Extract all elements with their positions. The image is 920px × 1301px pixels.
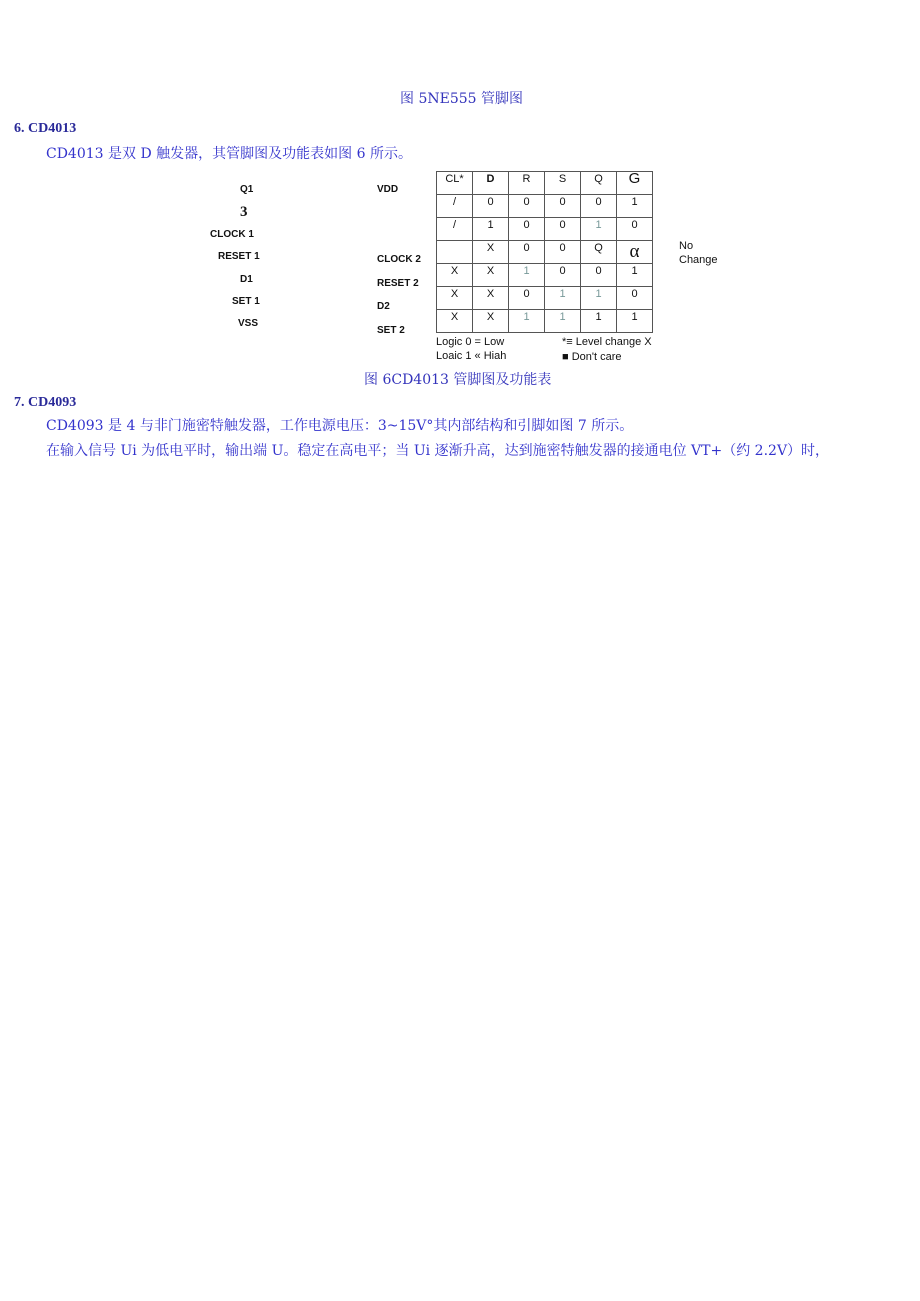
section-6-heading: 6. CD4013: [14, 121, 77, 136]
table-cell: α: [617, 241, 653, 264]
table-header-cell: Q: [581, 172, 617, 195]
table-row: [437, 241, 653, 264]
section-7-text-1: CD4093 是 4 与非门施密特触发器，工作电源电压：3~15V°其内部结构和引脚如图 7 所示。: [46, 418, 634, 434]
table-row: [437, 195, 653, 218]
legend-dont-care: ■ Don't care: [562, 351, 622, 363]
table-cell: 0: [581, 264, 617, 287]
figure-5-caption: 图 5NE555 管脚图: [400, 91, 523, 107]
table-cell: 1: [473, 218, 509, 241]
table-cell: 1: [617, 310, 653, 333]
pin-label: VDD: [377, 184, 399, 195]
table-cell: 0: [617, 287, 653, 310]
table-cell: 0: [545, 264, 581, 287]
no-change-note-line2: Change: [679, 254, 718, 266]
legend-logic0: Logic 0 = Low: [436, 336, 505, 348]
table-cell: Q: [581, 241, 617, 264]
table-row: [437, 310, 653, 333]
table-cell: 1: [545, 287, 581, 310]
table-cell: 1: [509, 264, 545, 287]
pin-label: D2: [377, 301, 390, 312]
section-7-heading: 7. CD4093: [14, 395, 77, 410]
table-cell: 1: [581, 310, 617, 333]
table-row: [437, 218, 653, 241]
table-cell: /: [437, 218, 473, 241]
pin-label: RESET 1: [218, 251, 260, 262]
table-cell: 1: [581, 218, 617, 241]
table-cell: 0: [473, 195, 509, 218]
table-cell: 0: [581, 195, 617, 218]
table-cell: 0: [545, 218, 581, 241]
table-cell: 1: [617, 195, 653, 218]
function-table: [436, 171, 653, 333]
pin-label: D1: [240, 274, 253, 285]
pin-label: CLOCK 1: [210, 229, 254, 240]
table-cell: X: [473, 241, 509, 264]
section-6-text: CD4013 是双 D 触发器，其管脚图及功能表如图 6 所示。: [46, 146, 412, 162]
table-cell: X: [437, 310, 473, 333]
table-cell: [437, 241, 473, 264]
table-header-cell: G: [617, 172, 653, 195]
table-header-row: [437, 172, 653, 195]
table-cell: X: [437, 287, 473, 310]
pin-label: CLOCK 2: [377, 254, 421, 265]
table-cell: 0: [617, 218, 653, 241]
pin-label: Q1: [240, 184, 254, 195]
figure-6-caption: 图 6CD4013 管脚图及功能表: [364, 372, 552, 388]
table-header-cell: D: [473, 172, 509, 195]
pin-label: RESET 2: [377, 278, 419, 289]
no-change-note-line1: No: [679, 240, 694, 252]
table-cell: 1: [545, 310, 581, 333]
section-7-text-2: 在输入信号 Ui 为低电平时，输出端 U。稳定在高电平；当 Ui 逐渐升高，达到施密特触发器的接通电位 VT+（约 2.2V）时，: [46, 443, 830, 459]
table-header-cell: R: [509, 172, 545, 195]
table-cell: 0: [509, 287, 545, 310]
table-cell: 0: [545, 241, 581, 264]
table-cell: 0: [509, 218, 545, 241]
table-cell: X: [437, 264, 473, 287]
table-row: [437, 264, 653, 287]
legend-logic1: Loaic 1 « Hiah: [436, 350, 507, 362]
table-cell: 0: [509, 195, 545, 218]
table-cell: X: [473, 264, 509, 287]
table-cell: X: [473, 310, 509, 333]
table-header-cell: S: [545, 172, 581, 195]
table-row: [437, 287, 653, 310]
pin-label: SET 2: [377, 325, 405, 336]
table-cell: 1: [509, 310, 545, 333]
legend-level-change: *≡ Level change X: [562, 336, 652, 348]
pin-label: VSS: [238, 318, 259, 329]
table-header-cell: CL*: [437, 172, 473, 195]
table-cell: 0: [545, 195, 581, 218]
pin-label: SET 1: [232, 296, 260, 307]
table-cell: 1: [617, 264, 653, 287]
table-cell: 1: [581, 287, 617, 310]
pin-label: 3: [240, 204, 248, 220]
table-cell: X: [473, 287, 509, 310]
table-cell: 0: [509, 241, 545, 264]
table-cell: /: [437, 195, 473, 218]
